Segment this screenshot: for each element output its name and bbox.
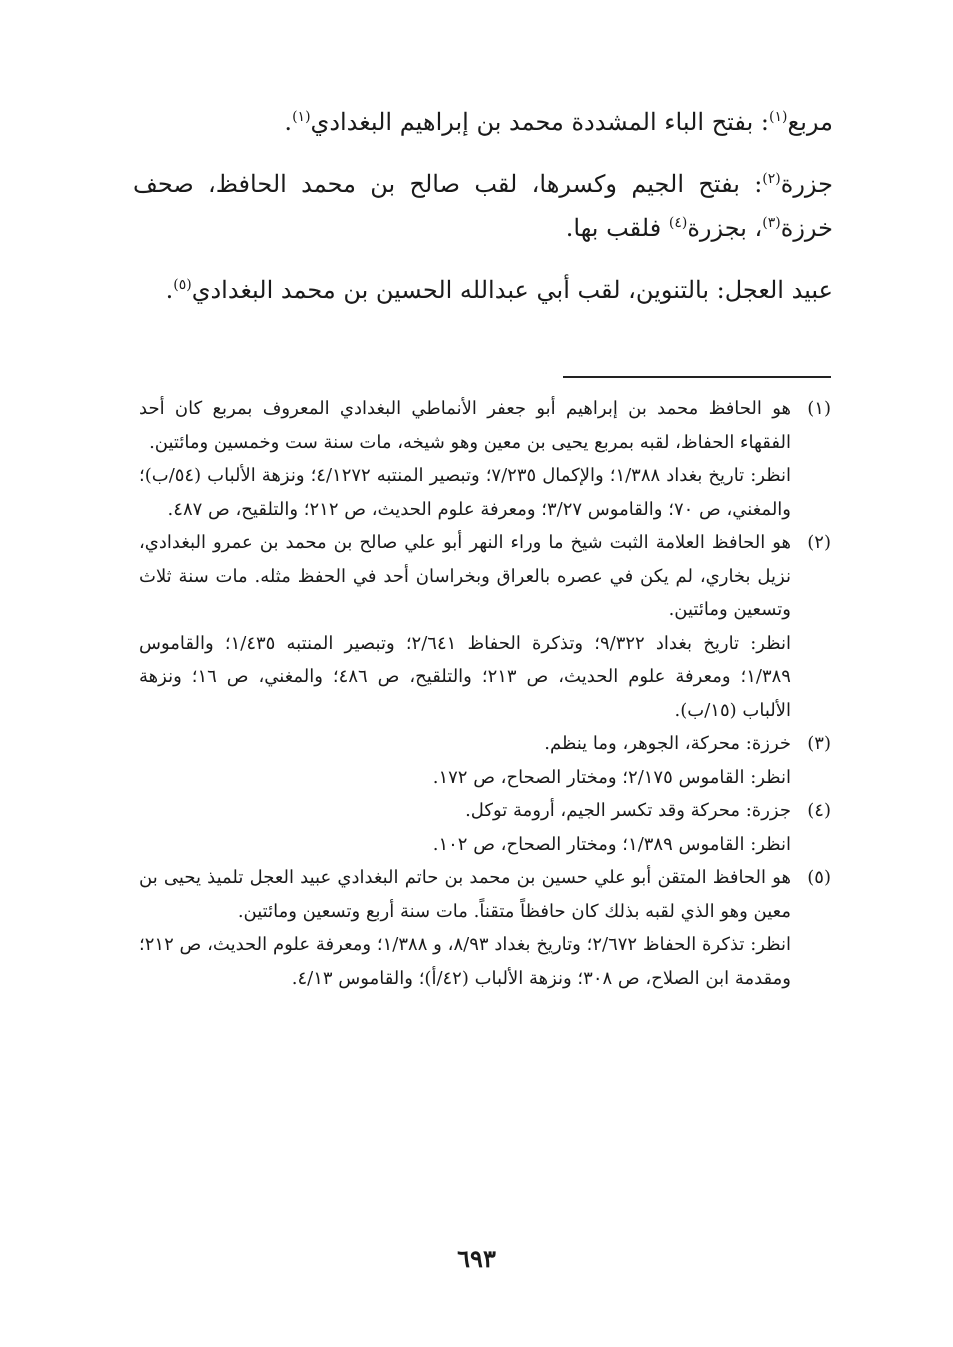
main-text: [133, 100, 833, 330]
footnote-paragraph: هو الحافظ المتقن أبو علي حسين بن محمد بن حاتم البغدادي عبيد العجل تلميذ يحيى بن معين وهو الذي لقبه بذلك كان حافظاً متقناً. مات سنة أربع وتسعين ومائتين.: [139, 867, 791, 922]
footnote-paragraph: جزرة: محركة وقد تكسر الجيم، أرومة توكل.: [465, 800, 791, 821]
entry-text: : بفتح الجيم وكسرها، لقب صالح بن محمد الحافظ، صحف خرزة: [133, 170, 833, 242]
footnote-number: (٥): [807, 867, 831, 888]
footnote-ref[interactable]: (٥): [173, 277, 192, 293]
footnote-number: (٢): [807, 532, 831, 553]
page-number: ٦٩٣: [457, 1244, 496, 1273]
footnote-separator: [563, 376, 831, 378]
footnote-2: [139, 526, 831, 727]
entry-text: عبيد العجل: بالتنوين، لقب أبي عبدالله الحسين بن محمد البغدادي: [191, 276, 833, 304]
footnote-number: (١): [807, 398, 831, 419]
footnote-5: [139, 861, 831, 995]
footnote-body: [139, 392, 791, 526]
entry-text: مربع: [787, 108, 833, 136]
footnote-paragraph: هو الحافظ محمد بن إبراهيم أبو جعفر الأنماطي البغدادي المعروف بمربع كان أحد الفقهاء الحفاظ، لقبه بمربع يحيى بن معين وهو شيخه، مات سنة ست وخمسين ومائتين.: [139, 398, 791, 453]
footnote-references: انظر: تاريخ بغداد ١/٣٨٨؛ والإكمال ٧/٢٣٥؛ وتبصير المنتبه ٤/١٢٧٢؛ ونزهة الألباب (٥٤/ب)؛ والمغني، ص ٧٠؛ والقاموس ٣/٢٧؛ ومعرفة علوم الحديث، ص ٢١٢؛ والتلقيح، ص ٤٨٧.: [139, 465, 791, 520]
entry-text: .: [284, 108, 293, 136]
footnote-1: [139, 392, 831, 526]
footnote-ref[interactable]: (٢): [762, 171, 781, 187]
footnote-ref[interactable]: (١): [292, 109, 311, 125]
footnote-number: (٣): [807, 733, 831, 754]
footnote-ref[interactable]: (٤): [668, 215, 688, 231]
footnote-body: [139, 794, 791, 861]
entry-text: جزرة: [780, 170, 833, 198]
footnote-body: [139, 861, 791, 995]
footnote-references: انظر: تاريخ بغداد ٩/٣٢٢؛ وتذكرة الحفاظ ٢/٦٤١؛ وتبصير المنتبه ١/٤٣٥؛ والقاموس ١/٣٨٩؛ ومعرفة علوم الحديث، ص ٢١٣؛ والتلقيح، ص ٤٨٦؛ والمغني، ص ١٦؛ ونزهة الألباب (١٥/ب).: [139, 632, 792, 721]
footnote-4: [139, 794, 831, 861]
footnote-paragraph: هو الحافظ العلامة الثبت شيخ ما وراء النهر أبو علي صالح بن محمد بن عمرو البغدادي، نزيل بخاري، لم يكن في عصره بالعراق وبخراسان أحد في الحفظ مثله. مات سنة ثلاث وتسعين ومائتين.: [139, 532, 791, 620]
entry-text: ، بجزرة: [687, 214, 763, 242]
footnote-3: [139, 727, 831, 794]
footnote-number: (٤): [807, 800, 831, 821]
entry-text: : بفتح الباء المشددة محمد بن إبراهيم البغدادي: [310, 108, 769, 136]
footnote-references: انظر: القاموس ٢/١٧٥؛ ومختار الصحاح، ص ١٧٢.: [432, 766, 791, 788]
footnote-references: انظر: القاموس ١/٣٨٩؛ ومختار الصحاح، ص ١٠٢.: [432, 833, 791, 855]
footnote-body: [139, 526, 791, 727]
entry-text: .: [165, 276, 174, 304]
entry-text: فلقب بها.: [565, 214, 669, 242]
entry-murabba: [133, 100, 833, 144]
footnote-body: [139, 727, 791, 794]
footnote-references: انظر: تذكرة الحفاظ ٢/٦٧٢؛ وتاريخ بغداد ٨/٩٣، و ١/٣٨٨؛ ومعرفة علوم الحديث، ص ٢١٢؛ ومقدمة ابن الصلاح، ص ٣٠٨؛ ونزهة الألباب (٤٢/أ)؛ والقاموس ٤/١٣.: [139, 934, 791, 989]
footnote-paragraph: خرزة: محركة، الجوهر، وما ينظم.: [544, 733, 791, 754]
footnote-ref[interactable]: (١): [768, 109, 788, 125]
footnote-ref[interactable]: (٣): [762, 215, 781, 231]
entry-jazara: [133, 162, 833, 250]
footnotes: [139, 392, 831, 995]
entry-ubayd-al-ijl: [133, 268, 833, 312]
